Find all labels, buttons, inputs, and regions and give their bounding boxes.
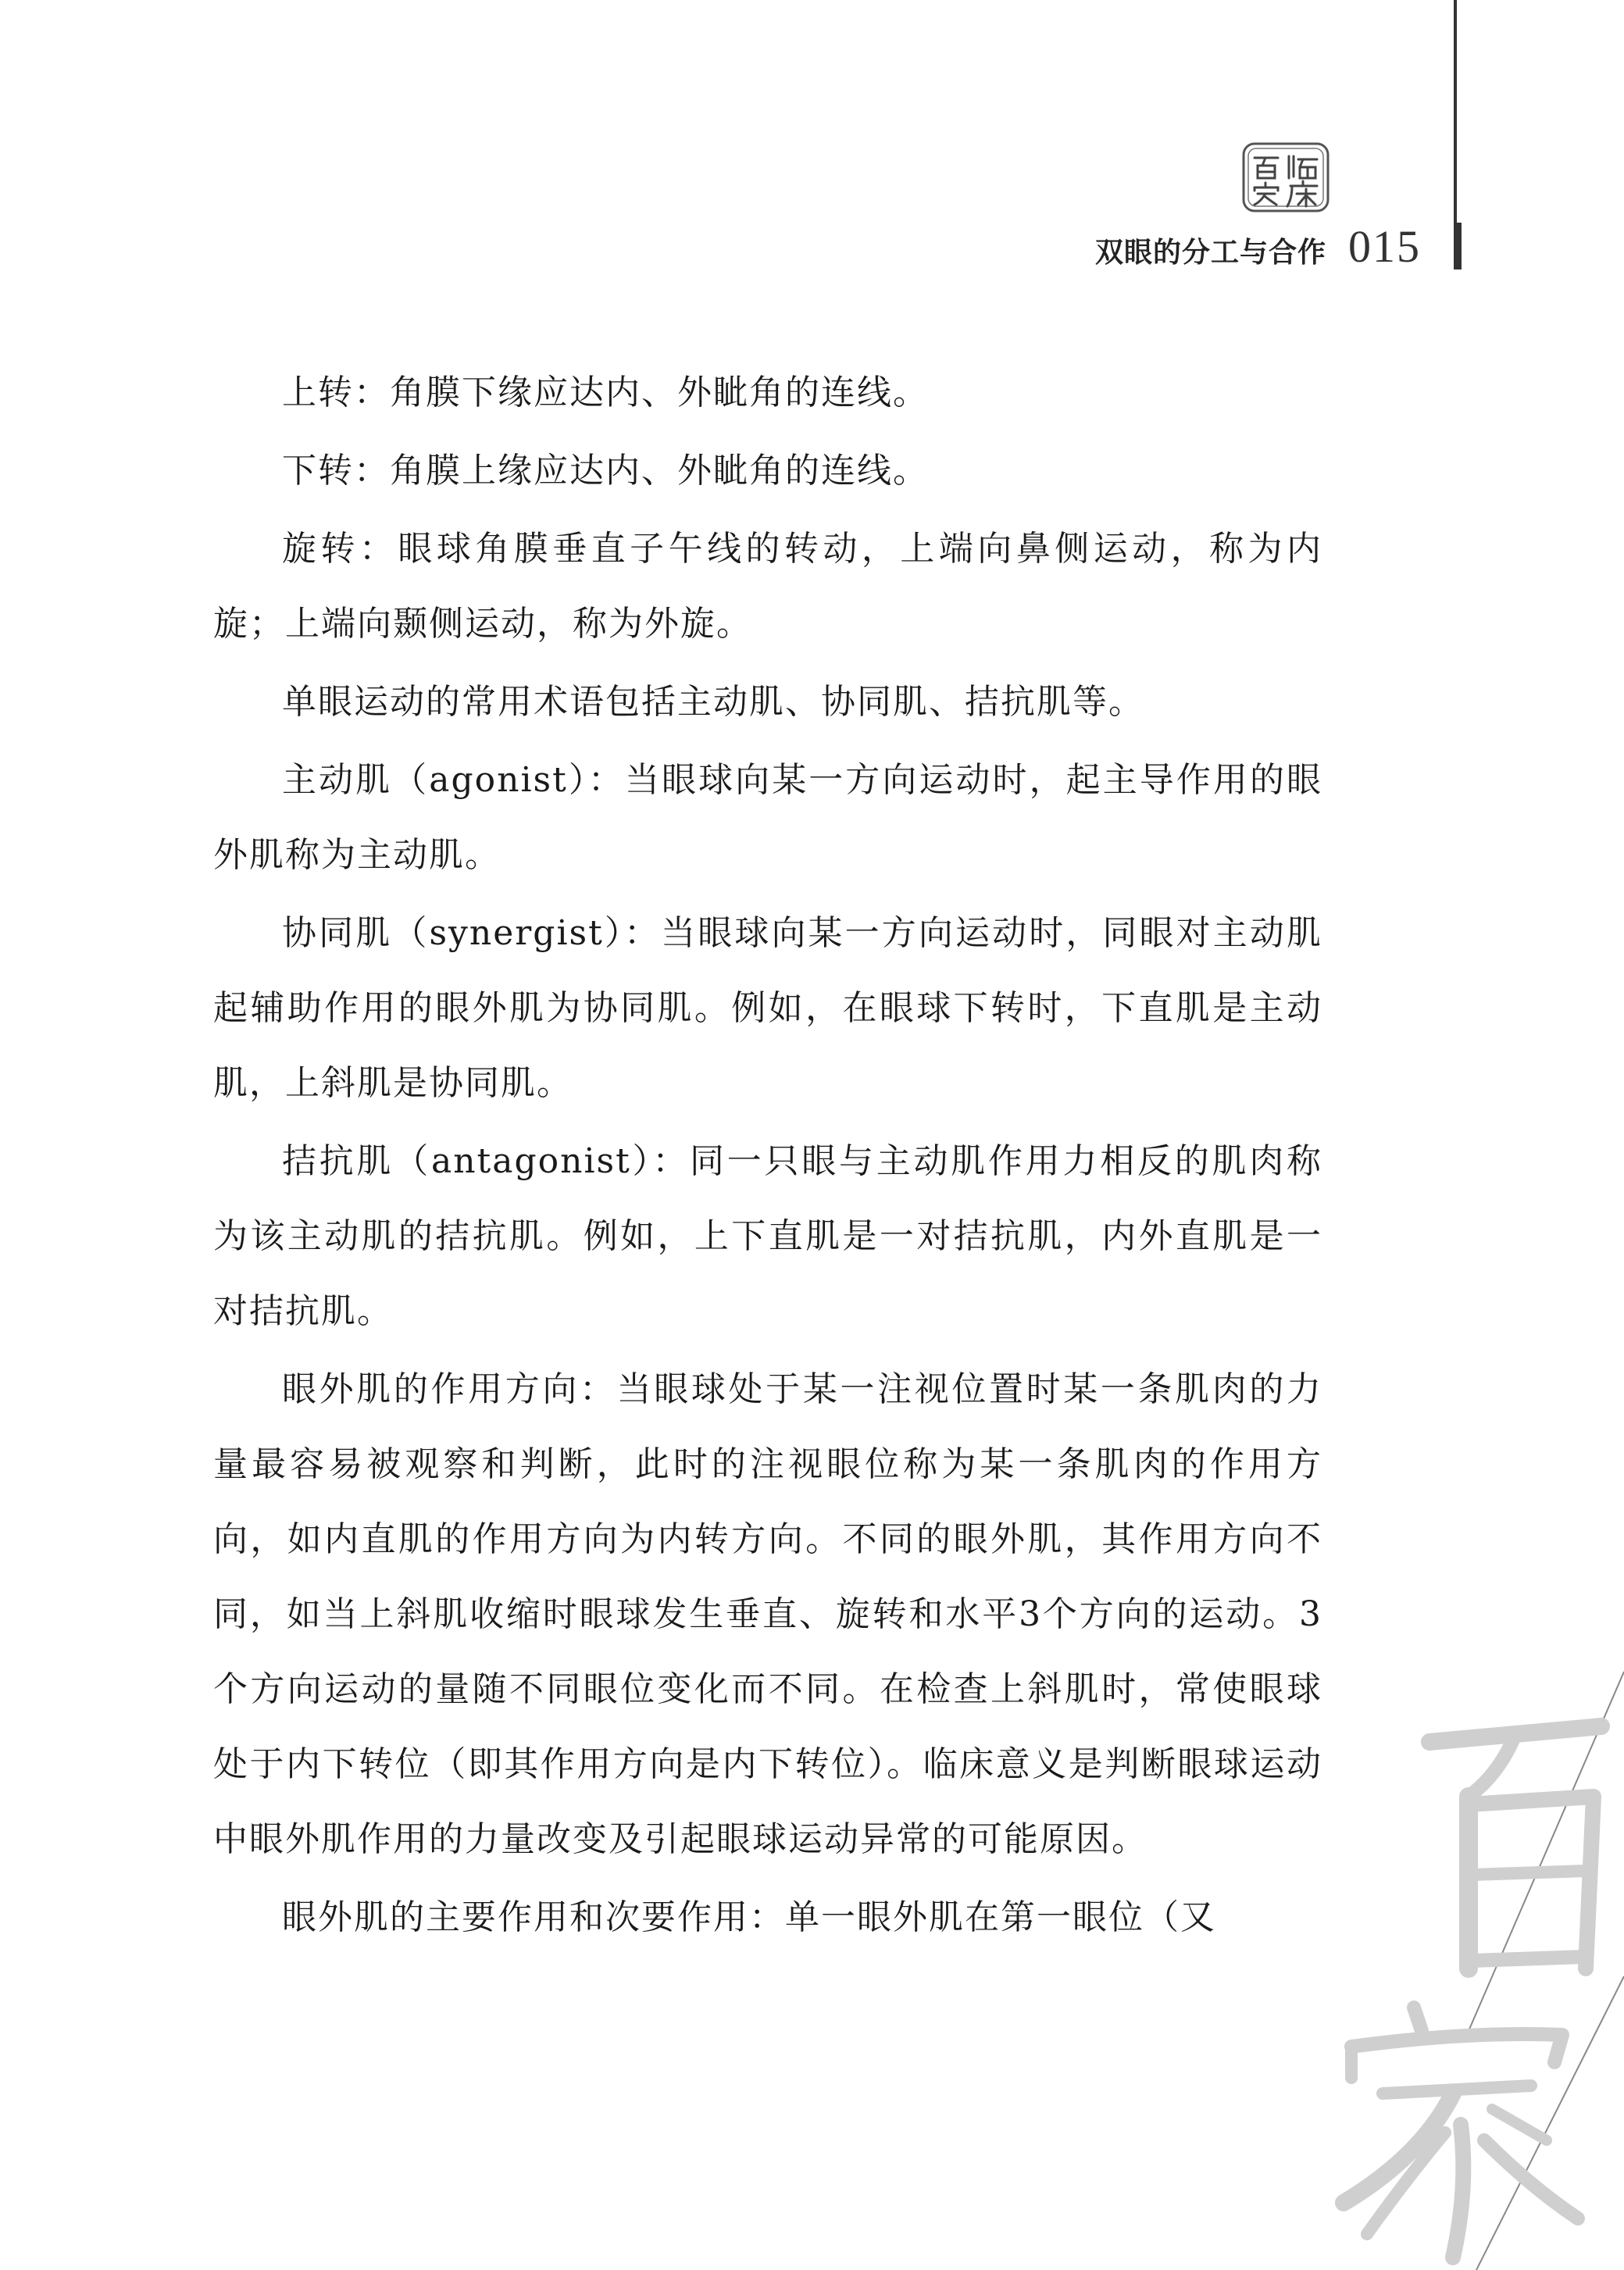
publisher-seal-logo — [1242, 142, 1330, 212]
page-edge-rule-tick — [1454, 223, 1462, 269]
paragraph: 下转：角膜上缘应达内、外眦角的连线。 — [282, 451, 929, 491]
paragraph: 眼外肌的主要作用和次要作用：单一眼外肌在第一眼位（又 — [282, 1897, 1216, 1937]
chapter-title: 双眼的分工与合作 — [1094, 237, 1326, 269]
body-text — [213, 355, 1322, 1958]
paragraph: 协同肌（synergist）：当眼球向某一方向运动时，同眼对主动肌起辅助作用的眼外肌为协同肌。例如，在眼球下转时，下直肌是主动肌，上斜肌是协同肌。 — [213, 913, 1322, 1103]
paragraph: 单眼运动的常用术语包括主动肌、协同肌、拮抗肌等。 — [282, 682, 1144, 722]
page-number: 015 — [1348, 221, 1421, 272]
paragraph: 主动肌（agonist）：当眼球向某一方向运动时，起主导作用的眼外肌称为主动肌。 — [213, 760, 1322, 875]
paragraph: 上转：角膜下缘应达内、外眦角的连线。 — [282, 373, 929, 412]
paragraph: 拮抗肌（antagonist）：同一只眼与主动肌作用力相反的肌肉称为该主动肌的拮抗肌。例如，上下直肌是一对拮抗肌，内外直肌是一对拮抗肌。 — [213, 1141, 1322, 1331]
paragraph: 旋转：眼球角膜垂直子午线的转动，上端向鼻侧运动，称为内旋；上端向颞侧运动，称为外旋。 — [213, 529, 1322, 644]
running-header — [1095, 220, 1421, 273]
paragraph: 眼外肌的作用方向：当眼球处于某一注视位置时某一条肌肉的力量最容易被观察和判断，此时的注视眼位称为某一条肌肉的作用方向，如内直肌的作用方向为内转方向。不同的眼外肌，其作用方向不同，如当上斜肌收缩时眼球发生垂直、旋转和水平3个方向的运动。3个方向运动的量随不同眼位变化而不同。在检查上斜肌时，常使眼球处于内下转位（即其作用方向是内下转位）。临床意义是判断眼球运动中眼外肌作用的力量改变及引起眼球运动异常的可能原因。 — [213, 1369, 1322, 1859]
